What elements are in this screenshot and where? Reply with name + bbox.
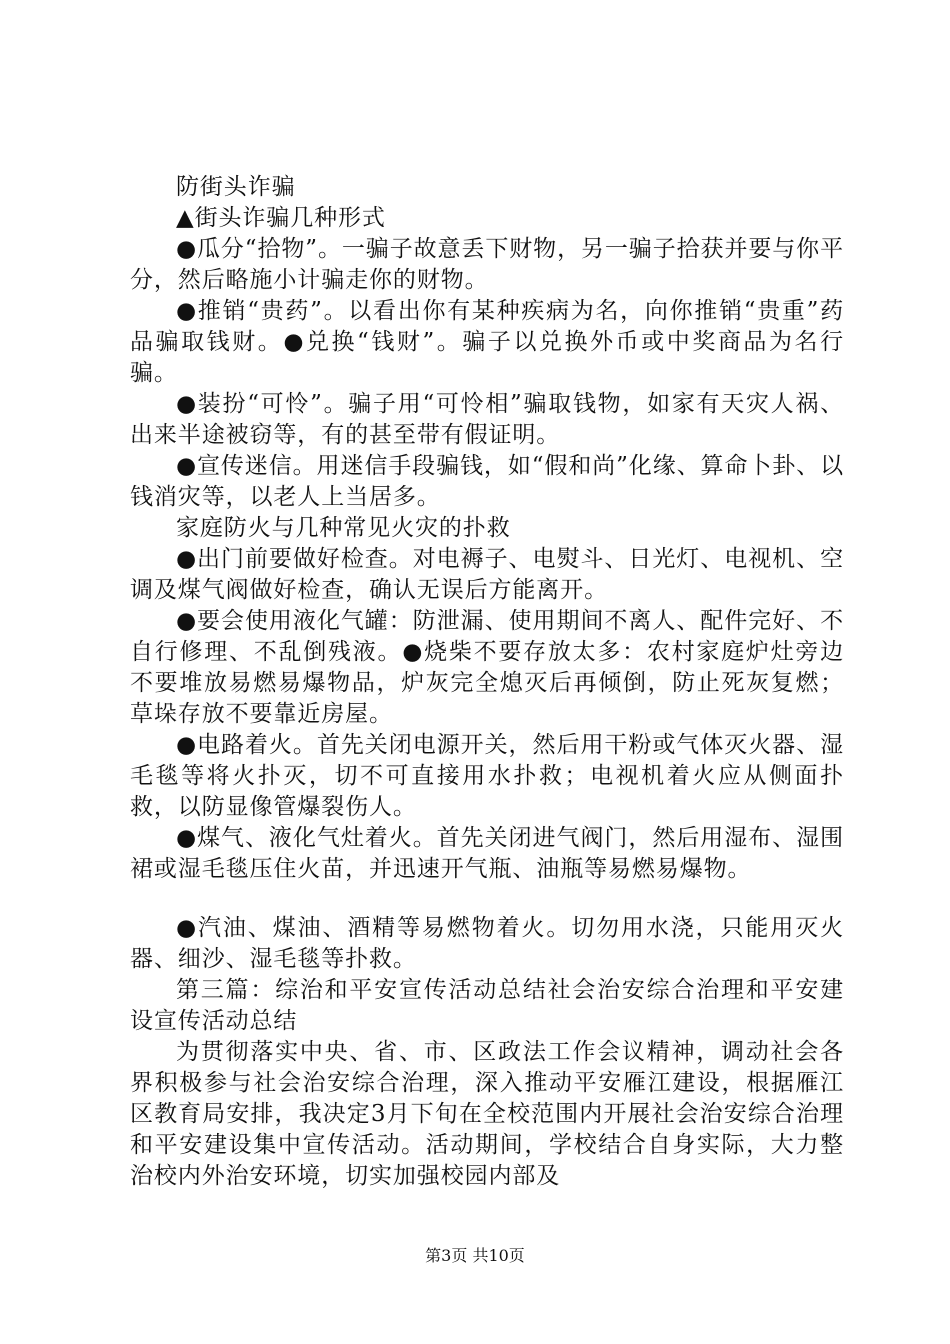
paragraph: ●电路着火。首先关闭电源开关，然后用干粉或气体灭火器、湿毛毯等将火扑灭，切不可直接用水扑救；电视机着火应从侧面扑救，以防显像管爆裂伤人。 [130,732,844,820]
heading-part-three: 第三篇：综治和平安宣传活动总结社会治安综合治理和平安建设宣传活动总结 [130,977,844,1034]
paragraph: ●宣传迷信。用迷信手段骗钱，如“假和尚”化缘、算命卜卦、以钱消灾等，以老人上当居多。 [130,453,844,510]
paragraph: ●推销“贵药”。以看出你有某种疾病为名，向你推销“贵重”药品骗取钱财。●兑换“钱财”。骗子以兑换外币或中奖商品为名行骗。 [130,298,844,386]
page-number: 第3页 共10页 [425,1246,525,1265]
heading-home-fire: 家庭防火与几种常见火灾的扑救 [176,515,511,541]
subheading-fraud-forms: ▲街头诈骗几种形式 [176,205,386,231]
heading-street-fraud: 防街头诈骗 [176,174,296,200]
paragraph: ●装扮“可怜”。骗子用“可怜相”骗取钱物，如家有天灾人祸、出来半途被窃等，有的甚至带有假证明。 [130,391,844,448]
paragraph: 为贯彻落实中央、省、市、区政法工作会议精神，调动社会各界积极参与社会治安综合治理，深入推动平安雁江建设，根据雁江区教育局安排，我决定3月下旬在全校范围内开展社会治安综合治理和平安建设集中宣传活动。活动期间，学校结合自身实际，大力整治校内外治安环境，切实加强校园内部及 [130,1039,844,1189]
paragraph: ●要会使用液化气罐：防泄漏、使用期间不离人、配件完好、不自行修理、不乱倒残液。●烧柴不要存放太多：农村家庭炉灶旁边不要堆放易燃易爆物品，炉灰完全熄灭后再倾倒，防止死灰复燃；草垛存放不要靠近房屋。 [130,608,844,727]
document-body [130,172,844,1192]
paragraph: ●出门前要做好检查。对电褥子、电熨斗、日光灯、电视机、空调及煤气阀做好检查，确认无误后方能离开。 [130,546,844,603]
paragraph: ●煤气、液化气灶着火。首先关闭进气阀门，然后用湿布、湿围裙或湿毛毯压住火苗，并迅速开气瓶、油瓶等易燃易爆物。 [130,825,844,882]
paragraph: ●瓜分“拾物”。一骗子故意丢下财物，另一骗子拾获并要与你平分，然后略施小计骗走你的财物。 [130,236,844,293]
paragraph: ●汽油、煤油、酒精等易燃物着火。切勿用水浇，只能用灭火器、细沙、湿毛毯等扑救。 [130,915,844,972]
